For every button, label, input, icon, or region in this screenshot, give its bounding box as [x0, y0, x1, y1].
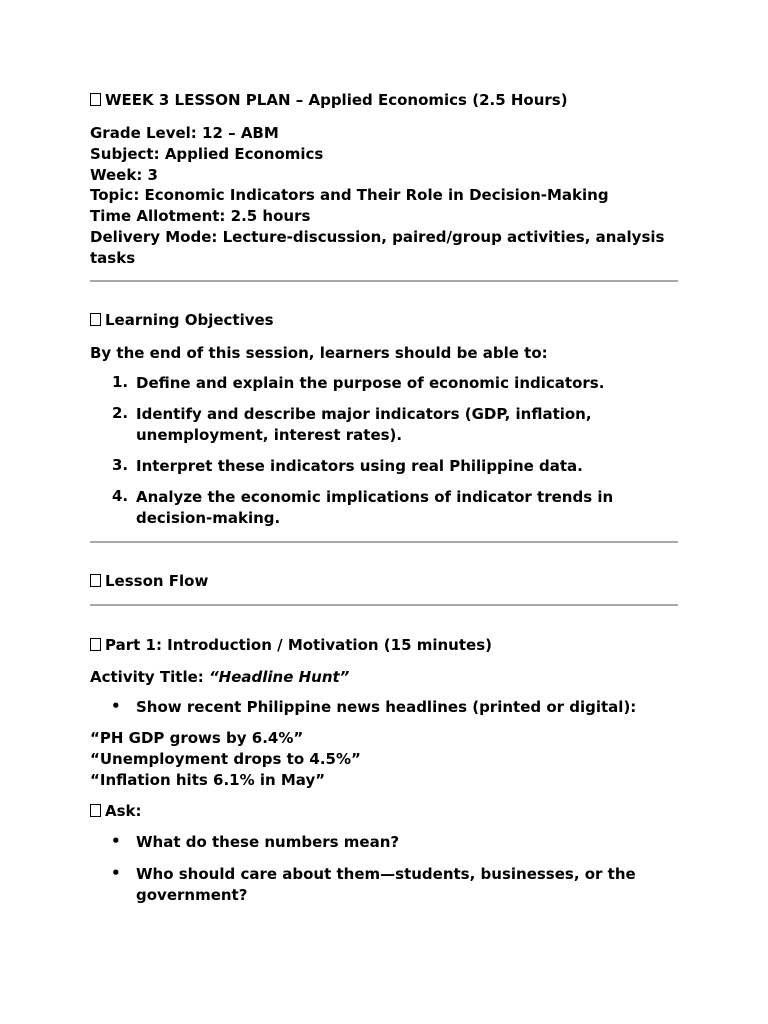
meta-subject: Subject: Applied Economics	[90, 144, 324, 163]
divider	[90, 280, 678, 282]
list-item: Show recent Philippine news headlines (printed or digital):	[136, 698, 637, 716]
objectives-heading: Learning Objectives	[90, 310, 680, 331]
bullet-icon: •	[111, 832, 121, 850]
list-item-number: 2.	[112, 404, 129, 422]
list-item: Define and explain the purpose of economic indicators.	[136, 374, 605, 392]
list-item-number: 4.	[112, 487, 129, 505]
list-item: Identify and describe major indicators (GDP, inflation, unemployment, interest rates).	[136, 405, 592, 444]
divider	[90, 604, 678, 606]
lesson-plan-title: WEEK 3 LESSON PLAN – Applied Economics (2.5 Hours)	[90, 90, 680, 111]
activity-title: “Headline Hunt”	[208, 668, 350, 686]
headline: “PH GDP grows by 6.4%”	[90, 729, 304, 747]
bullet-icon: •	[111, 697, 121, 715]
list-item: Who should care about them—students, businesses, or the government?	[136, 865, 636, 904]
ask-heading: Ask:	[90, 801, 680, 822]
headline: “Unemployment drops to 4.5%”	[90, 749, 361, 768]
list-item: What do these numbers mean?	[136, 833, 400, 851]
part1-heading: Part 1: Introduction / Motivation (15 minutes)	[90, 635, 680, 656]
meta-topic: Topic: Economic Indicators and Their Role in Decision-Making	[90, 186, 609, 205]
activity-title-line: Activity Title: “Headline Hunt”	[90, 668, 350, 686]
missing-glyph-icon	[90, 313, 101, 326]
meta-week: Week: 3	[90, 165, 158, 184]
meta-grade-level: Grade Level: 12 – ABM	[90, 124, 279, 142]
lesson-flow-heading: Lesson Flow	[90, 571, 680, 592]
headlines	[90, 728, 680, 790]
divider	[90, 541, 678, 543]
meta-time-allotment: Time Allotment: 2.5 hours	[90, 207, 311, 226]
missing-glyph-icon	[90, 804, 101, 817]
missing-glyph-icon	[90, 93, 101, 106]
lesson-meta	[90, 123, 680, 269]
meta-delivery-mode: Delivery Mode: Lecture-discussion, paired/group activities, analysis	[90, 227, 665, 246]
list-item-number: 3.	[112, 456, 129, 474]
meta-delivery-mode-cont: tasks	[90, 248, 136, 267]
list-item: Analyze the economic implications of indicator trends in decision-making.	[136, 488, 614, 527]
missing-glyph-icon	[90, 638, 101, 651]
objectives-intro: By the end of this session, learners should be able to:	[90, 344, 548, 362]
bullet-icon: •	[111, 864, 121, 882]
headline: “Inflation hits 6.1% in May”	[90, 770, 326, 789]
list-item: Interpret these indicators using real Philippine data.	[136, 457, 583, 475]
missing-glyph-icon	[90, 574, 101, 587]
list-item-number: 1.	[112, 373, 129, 391]
